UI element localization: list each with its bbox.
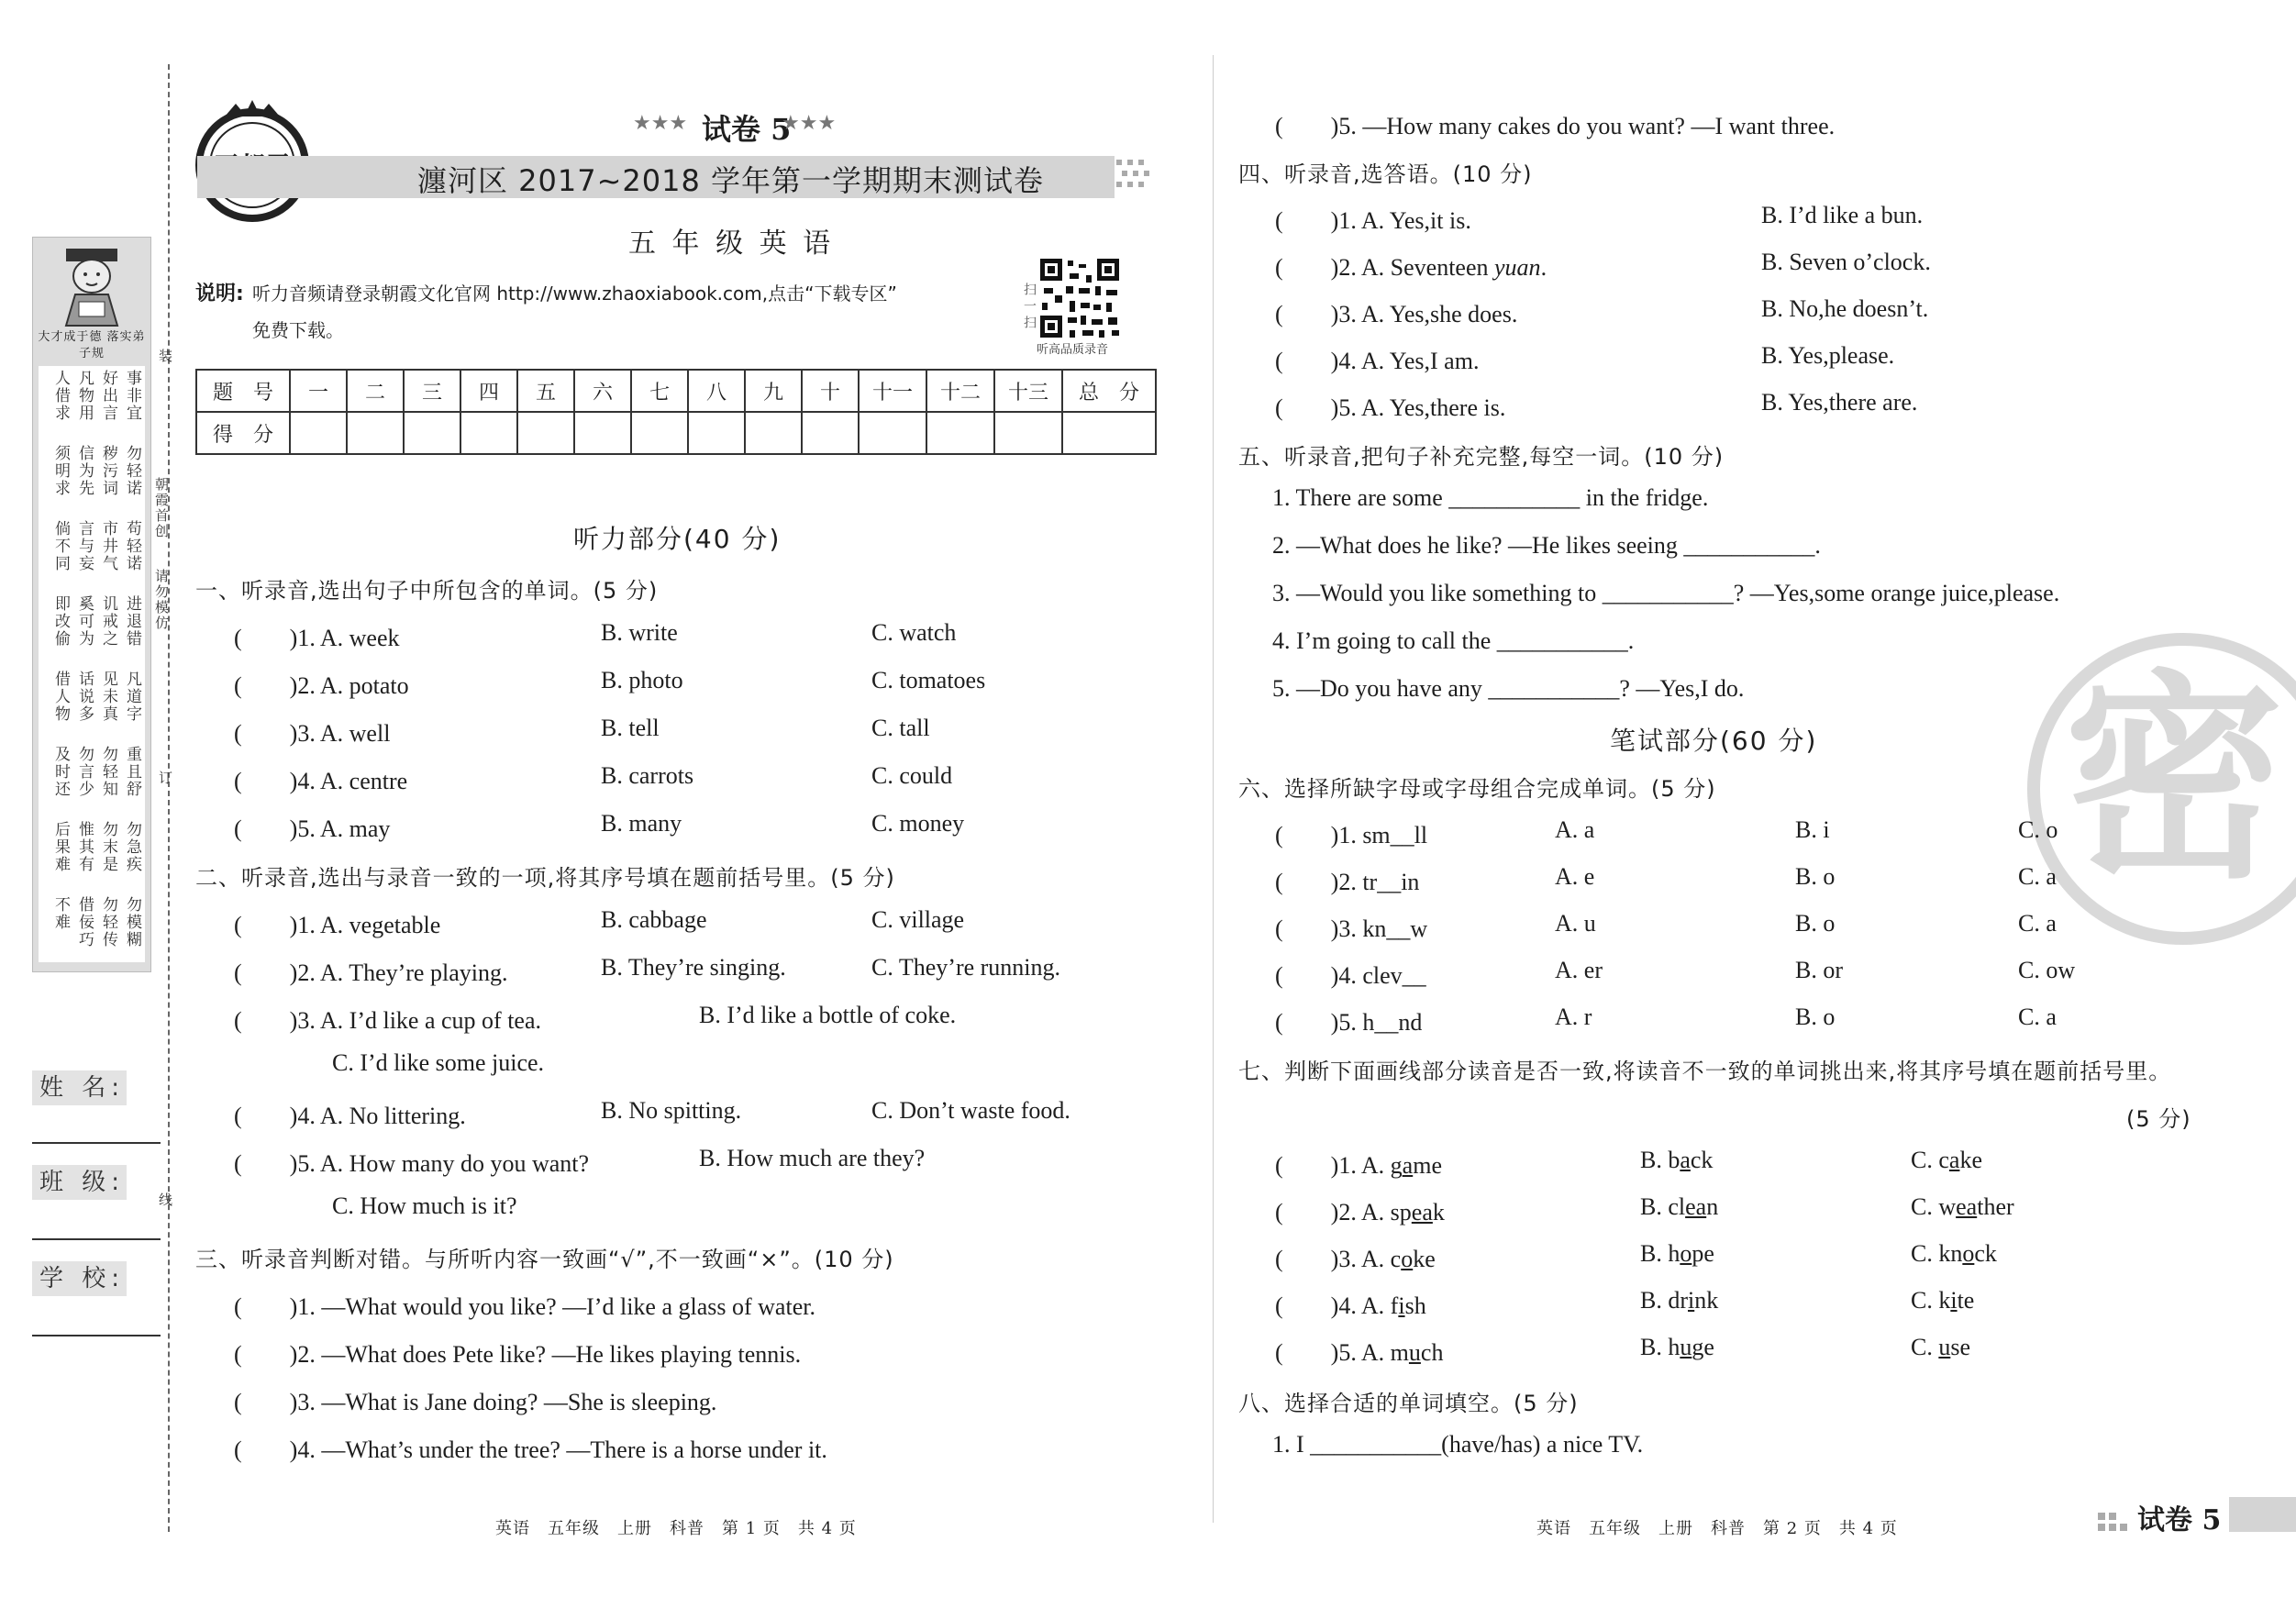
s1-q3: ( )3. A. well — [234, 720, 391, 747]
s6-q5-c: C. a — [2018, 1004, 2057, 1030]
motto-column: 后果难 — [51, 821, 70, 873]
motto-column: 信为先 — [75, 445, 94, 497]
binding-note-1: 朝霞首创 — [153, 477, 170, 539]
s7-q5 — [1275, 1334, 1443, 1368]
s7-word-part: f — [1390, 1292, 1399, 1319]
s7-word-part: sh — [1404, 1292, 1426, 1319]
s4-q1: ( )1. A. Yes,it is. — [1275, 207, 1471, 234]
s7-word-part: C. w — [1911, 1193, 1957, 1220]
motto-column: 好出言 — [99, 370, 117, 422]
s7-word-part: nk — [1694, 1287, 1719, 1314]
s7-word-part: B. h — [1640, 1240, 1680, 1267]
s7-word-part: k — [1432, 1199, 1445, 1225]
binding-note-2: 请勿模仿 — [153, 569, 170, 631]
s7-word-part: ck — [1690, 1147, 1714, 1173]
score-cell[interactable] — [994, 412, 1062, 454]
s7-word-part: B. b — [1640, 1147, 1680, 1173]
motto-column: 不难 — [51, 896, 70, 931]
motto-column: 勿模糊 — [123, 896, 141, 948]
s1-q2-b: B. photo — [601, 667, 683, 693]
s4-q4: ( )4. A. Yes,I am. — [1275, 348, 1480, 374]
score-cell[interactable] — [1062, 412, 1156, 454]
section-7-title: 七、判断下面画线部分读音是否一致,将读音不一致的单词挑出来,将其序号填在题前括号里。 — [1238, 1059, 2172, 1084]
score-row-label: 得 分 — [196, 412, 290, 454]
s6-q3-c: C. a — [2018, 910, 2057, 937]
s7-word-part: i — [1398, 1292, 1405, 1319]
motto-column: 勿言少 — [75, 746, 94, 798]
score-table-header-cell: 一 — [290, 370, 347, 412]
badge-stars-left: ★★★ — [633, 112, 688, 135]
s7-word-part: ( )3. A. — [1275, 1246, 1391, 1272]
score-table-header-cell: 六 — [574, 370, 631, 412]
s7-word-part: n — [1706, 1193, 1719, 1220]
score-cell[interactable] — [347, 412, 404, 454]
s7-word-part: pe — [1691, 1240, 1714, 1267]
s2-q4-c: C. Don’t waste food. — [871, 1097, 1070, 1124]
note-text-2: 免费下载。 — [252, 319, 344, 341]
s4-q3-b: B. No,he doesn’t. — [1761, 295, 1929, 322]
score-table-header-cell: 八 — [688, 370, 745, 412]
s7-word-part: ( )2. A. — [1275, 1199, 1391, 1225]
motto-column: 勿轻知 — [99, 746, 117, 798]
s5-q3: 3. —Would you like something to ___________? —Yes,some orange juice,please. — [1272, 580, 2060, 606]
score-cell[interactable] — [290, 412, 347, 454]
motto-columns — [39, 366, 145, 962]
writing-part-title: 笔试部分(60 分) — [1610, 726, 1818, 756]
s6-q4: ( )4. clev__ — [1275, 962, 1426, 989]
score-cell[interactable] — [802, 412, 859, 454]
s7-word-part: C. kn — [1911, 1240, 1963, 1267]
s1-q5-c: C. money — [871, 810, 965, 837]
s6-q4-a: A. er — [1555, 957, 1603, 983]
s7-q1 — [1275, 1147, 1442, 1181]
s7-word-part: m — [1390, 1339, 1409, 1366]
s3-q3: ( )3. —What is Jane doing? —She is sleeping. — [234, 1389, 717, 1415]
s5-q5: 5. —Do you have any ___________? —Yes,I do. — [1272, 675, 1745, 702]
motto-column: 事非宜 — [123, 370, 141, 422]
footer-left: 英语 五年级 上册 科普 第 1 页 共 4 页 — [495, 1519, 857, 1538]
motto-column: 及时还 — [51, 746, 70, 798]
s3-q2: ( )2. —What does Pete like? —He likes playing tennis. — [234, 1341, 802, 1368]
s5-q1: 1. There are some ___________ in the fridge. — [1272, 484, 1709, 511]
s7-word-part: ea — [1411, 1199, 1433, 1225]
s3-q1: ( )1. —What would you like? —I’d like a glass of water. — [234, 1293, 815, 1320]
stamp-char: 密 — [2064, 651, 2285, 908]
score-cell[interactable] — [926, 412, 994, 454]
exam-subtitle: 五 年 级 英 语 — [628, 227, 835, 260]
slogan: 大才成于德 落实弟子规 — [38, 330, 146, 360]
motto-column: 借人物 — [51, 671, 70, 723]
s6-q4-b: B. or — [1795, 957, 1843, 983]
score-cell[interactable] — [688, 412, 745, 454]
badge-stars-right: ★★★ — [782, 112, 837, 135]
score-table-header-cell: 二 — [347, 370, 404, 412]
motto-column: 即改偷 — [51, 595, 70, 648]
s7-word-part: ther — [1977, 1193, 2014, 1220]
footer-right: 英语 五年级 上册 科普 第 2 页 共 4 页 — [1536, 1519, 1898, 1538]
s6-q1: ( )1. sm__ll — [1275, 822, 1428, 848]
s1-q5: ( )5. A. may — [234, 815, 391, 842]
s7-word-part: i — [1688, 1287, 1695, 1314]
s5-q2: 2. —What does he like? —He likes seeing ___________. — [1272, 532, 1821, 559]
s1-q5-b: B. many — [601, 810, 682, 837]
s2-q3-c: C. I’d like some juice. — [332, 1049, 545, 1076]
s1-q1-c: C. watch — [871, 619, 957, 646]
s6-q1-b: B. i — [1795, 816, 1830, 843]
score-table-header-cell: 九 — [745, 370, 802, 412]
motto-column: 讥戒之 — [99, 595, 117, 648]
s7-word-part: me — [1413, 1152, 1442, 1179]
s1-q4-b: B. carrots — [601, 762, 694, 789]
s6-q2-c: C. a — [2018, 863, 2057, 890]
s7-word-part: ch — [1420, 1339, 1444, 1366]
s2-q3-b: B. I’d like a bottle of coke. — [699, 1002, 957, 1028]
score-table-header-cell: 十二 — [926, 370, 994, 412]
motto-column: 话说多 — [75, 671, 94, 723]
s2-q5: ( )5. A. How many do you want? — [234, 1150, 590, 1177]
section-7-score: (5 分) — [2126, 1106, 2191, 1132]
note-label: 说明: — [195, 283, 244, 305]
s1-q2: ( )2. A. potato — [234, 672, 409, 699]
s7-word-part: i — [1950, 1287, 1958, 1314]
score-cell[interactable] — [859, 412, 926, 454]
s6-q3: ( )3. kn__w — [1275, 915, 1428, 942]
qr-caption: 听高品质录音 — [1037, 343, 1109, 357]
scholar-illustration — [53, 245, 130, 327]
s2-q3: ( )3. A. I’d like a cup of tea. — [234, 1007, 542, 1034]
s3-q5: ( )5. —How many cakes do you want? —I want three. — [1275, 113, 1836, 139]
dotted-band-end — [1115, 156, 1156, 198]
s7-word-part: B. cl — [1640, 1193, 1686, 1220]
corner-band — [2229, 1497, 2296, 1532]
s7-word-part: o — [1680, 1240, 1692, 1267]
s7-q5-b — [1640, 1334, 1714, 1361]
s7-q2-b — [1640, 1193, 1718, 1221]
s1-q1: ( )1. A. week — [234, 625, 400, 651]
s2-q5-c: C. How much is it? — [332, 1192, 517, 1219]
motto-column: 进退错 — [123, 595, 141, 648]
name-label: 姓 名: — [32, 1070, 127, 1105]
s7-word-part: a — [1680, 1147, 1691, 1173]
s2-q1: ( )1. A. vegetable — [234, 912, 441, 938]
motto-column: 勿急疾 — [123, 821, 141, 873]
s7-q1-c — [1911, 1147, 1982, 1174]
s6-q3-a: A. u — [1555, 910, 1596, 937]
s6-q2: ( )2. tr__in — [1275, 869, 1420, 895]
corner-dots — [2096, 1509, 2133, 1536]
motto-column: 借佞巧 — [75, 896, 94, 948]
score-cell[interactable] — [460, 412, 517, 454]
s1-q1-b: B. write — [601, 619, 678, 646]
s7-q3 — [1275, 1240, 1436, 1274]
s7-q3-b — [1640, 1240, 1714, 1268]
s1-q3-c: C. tall — [871, 715, 930, 741]
score-table-header-cell: 五 — [517, 370, 574, 412]
motto-column: 倘不同 — [51, 520, 70, 572]
motto-column: 见未真 — [99, 671, 117, 723]
class-field[interactable] — [32, 1238, 161, 1240]
binding-label-zhuang: 装 — [157, 349, 173, 364]
motto-column: 秽污词 — [99, 445, 117, 497]
score-cell[interactable] — [631, 412, 688, 454]
s1-q4: ( )4. A. centre — [234, 768, 408, 794]
score-cell[interactable] — [745, 412, 802, 454]
s7-q4-c — [1911, 1287, 1974, 1314]
score-table-header-cell: 十 — [802, 370, 859, 412]
s7-q4-b — [1640, 1287, 1718, 1314]
score-table-header-cell: 七 — [631, 370, 688, 412]
s7-word-part: ( )5. A. — [1275, 1339, 1391, 1366]
s3-q4: ( )4. —What’s under the tree? —There is a horse under it. — [234, 1436, 827, 1463]
motto-panel — [32, 237, 151, 972]
s2-q2-b: B. They’re singing. — [601, 954, 786, 981]
motto-column: 须明求 — [51, 445, 70, 497]
s6-q2-a: A. e — [1555, 863, 1595, 890]
s7-word-part: C. — [1911, 1334, 1939, 1360]
binding-dashed-line — [168, 64, 170, 1532]
s7-word-part: u — [1680, 1334, 1692, 1360]
score-cell[interactable] — [404, 412, 460, 454]
s7-word-part: se — [1950, 1334, 1971, 1360]
score-table-header-cell: 十一 — [859, 370, 926, 412]
s7-word-part: c — [1390, 1246, 1402, 1272]
binding-label-xian: 线 — [157, 1192, 173, 1208]
corner-badge: 试卷 5 — [2137, 1504, 2222, 1536]
score-table-header-cell: 三 — [404, 370, 460, 412]
s4-q2-a-italic: yuan — [1494, 254, 1541, 281]
s7-word-part: g — [1390, 1152, 1403, 1179]
s7-word-part: B. h — [1640, 1334, 1680, 1360]
s4-q4-b: B. Yes,please. — [1761, 342, 1895, 369]
s7-word-part: ke — [1413, 1246, 1436, 1272]
s7-word-part: ge — [1691, 1334, 1714, 1360]
s1-q4-c: C. could — [871, 762, 953, 789]
s6-q4-c: C. ow — [2018, 957, 2076, 983]
s7-word-part: C. c — [1911, 1147, 1949, 1173]
s7-word-part: a — [1402, 1152, 1414, 1179]
score-cell[interactable] — [574, 412, 631, 454]
school-field[interactable] — [32, 1335, 161, 1336]
s2-q5-b: B. How much are they? — [699, 1145, 926, 1171]
section-6-title: 六、选择所缺字母或字母组合完成单词。(5 分) — [1238, 776, 1716, 802]
school-label: 学 校: — [32, 1261, 127, 1296]
binding-label-ding: 订 — [157, 771, 173, 786]
s7-word-part: sp — [1390, 1199, 1412, 1225]
s7-word-part: ck — [1974, 1240, 1997, 1267]
motto-column: 市井气 — [99, 520, 117, 572]
motto-column: 惟其有 — [75, 821, 94, 873]
s2-q4: ( )4. A. No littering. — [234, 1103, 466, 1129]
s7-word-part: o — [1401, 1246, 1414, 1272]
s7-word-part: ea — [1956, 1193, 1978, 1220]
section-2-title: 二、听录音,选出与录音一致的一项,将其序号填在题前括号里。(5 分) — [195, 865, 895, 891]
s7-q5-c — [1911, 1334, 1970, 1361]
score-table-header-cell: 四 — [460, 370, 517, 412]
s6-q2-b: B. o — [1795, 863, 1836, 890]
s2-q2-c: C. They’re running. — [871, 954, 1061, 981]
s6-q5-a: A. r — [1555, 1004, 1592, 1030]
score-cell[interactable] — [517, 412, 574, 454]
s4-q2-a: ( )2. A. Seventeen — [1275, 254, 1495, 281]
name-field[interactable] — [32, 1142, 161, 1144]
s6-q1-c: C. o — [2018, 816, 2058, 843]
s2-q1-c: C. village — [871, 906, 965, 933]
binding-strip — [0, 0, 174, 1597]
motto-column: 重且舒 — [123, 746, 141, 798]
s7-word-part: ke — [1959, 1147, 1982, 1173]
s4-q3: ( )3. A. Yes,she does. — [1275, 301, 1518, 327]
section-5-title: 五、听录音,把句子补充完整,每空一词。(10 分) — [1238, 444, 1725, 470]
qr-code — [1038, 257, 1121, 339]
class-label: 班 级: — [32, 1165, 127, 1200]
s7-word-part: o — [1962, 1240, 1975, 1267]
score-table-header-cell: 总 分 — [1062, 370, 1156, 412]
s2-q1-b: B. cabbage — [601, 906, 707, 933]
section-3-title: 三、听录音判断对错。与所听内容一致画“√”,不一致画“×”。(10 分) — [195, 1247, 894, 1272]
s2-q2: ( )2. A. They’re playing. — [234, 959, 508, 986]
motto-column: 苟轻诺 — [123, 520, 141, 572]
s7-word-part: ea — [1685, 1193, 1707, 1220]
s7-word-part: C. k — [1911, 1287, 1951, 1314]
s1-q2-c: C. tomatoes — [871, 667, 986, 693]
motto-column: 勿末是 — [99, 821, 117, 873]
s7-word-part: u — [1938, 1334, 1951, 1360]
motto-column: 凡道字 — [123, 671, 141, 723]
s5-q4: 4. I’m going to call the ___________. — [1272, 627, 1635, 654]
s7-q1-b — [1640, 1147, 1713, 1174]
s4-q2-a-end: . — [1540, 254, 1547, 281]
motto-column: 凡物用 — [75, 370, 94, 422]
s6-q5: ( )5. h__nd — [1275, 1009, 1423, 1036]
score-table-header-cell: 十三 — [994, 370, 1062, 412]
s6-q1-a: A. a — [1555, 816, 1595, 843]
section-8-title: 八、选择合适的单词填空。(5 分) — [1238, 1391, 1579, 1416]
listening-part-title: 听力部分(40 分) — [573, 524, 782, 554]
page-divider — [1213, 55, 1214, 1523]
s4-q5: ( )5. A. Yes,there is. — [1275, 394, 1506, 421]
motto-column: 言与妄 — [75, 520, 94, 572]
note-text: 听力音频请登录朝霞文化官网 http://www.zhaoxiabook.com,点击“下载专区” — [252, 283, 897, 305]
s7-q4 — [1275, 1287, 1426, 1321]
s4-q2 — [1275, 249, 1547, 283]
s7-q2-c — [1911, 1193, 2014, 1221]
s7-word-part: ( )4. A. — [1275, 1292, 1391, 1319]
s4-q1-b: B. I’d like a bun. — [1761, 202, 1924, 228]
s7-word-part: te — [1957, 1287, 1975, 1314]
score-table — [195, 369, 1157, 455]
section-4-title: 四、听录音,选答语。(10 分) — [1238, 161, 1533, 187]
s8-q1: 1. I ___________(have/has) a nice TV. — [1272, 1431, 1644, 1458]
s1-q3-b: B. tell — [601, 715, 660, 741]
score-table-score-row — [196, 412, 1156, 454]
exam-title: 瀍河区 2017~2018 学年第一学期期末测试卷 — [417, 163, 1045, 198]
score-table-header-row — [196, 370, 1156, 412]
section-1-title: 一、听录音,选出句子中所包含的单词。(5 分) — [195, 578, 659, 604]
s7-q3-c — [1911, 1240, 1997, 1268]
motto-column: 勿轻诺 — [123, 445, 141, 497]
s7-word-part: ( )1. A. — [1275, 1152, 1391, 1179]
motto-column: 奚可为 — [75, 595, 94, 648]
s6-q5-b: B. o — [1795, 1004, 1836, 1030]
s7-q2 — [1275, 1193, 1445, 1227]
s7-word-part: u — [1408, 1339, 1421, 1366]
motto-column: 勿轻传 — [99, 896, 117, 948]
qr-side-label: 扫一扫 — [1022, 283, 1037, 332]
s6-q3-b: B. o — [1795, 910, 1836, 937]
paper-badge: 试卷 5 — [702, 112, 792, 147]
s2-q4-b: B. No spitting. — [601, 1097, 742, 1124]
motto-column: 人借求 — [51, 370, 70, 422]
s7-word-part: B. dr — [1640, 1287, 1688, 1314]
s4-q2-b: B. Seven o’clock. — [1761, 249, 1931, 275]
score-table-header-cell: 题 号 — [196, 370, 290, 412]
s4-q5-b: B. Yes,there are. — [1761, 389, 1918, 416]
s7-word-part: a — [1948, 1147, 1960, 1173]
